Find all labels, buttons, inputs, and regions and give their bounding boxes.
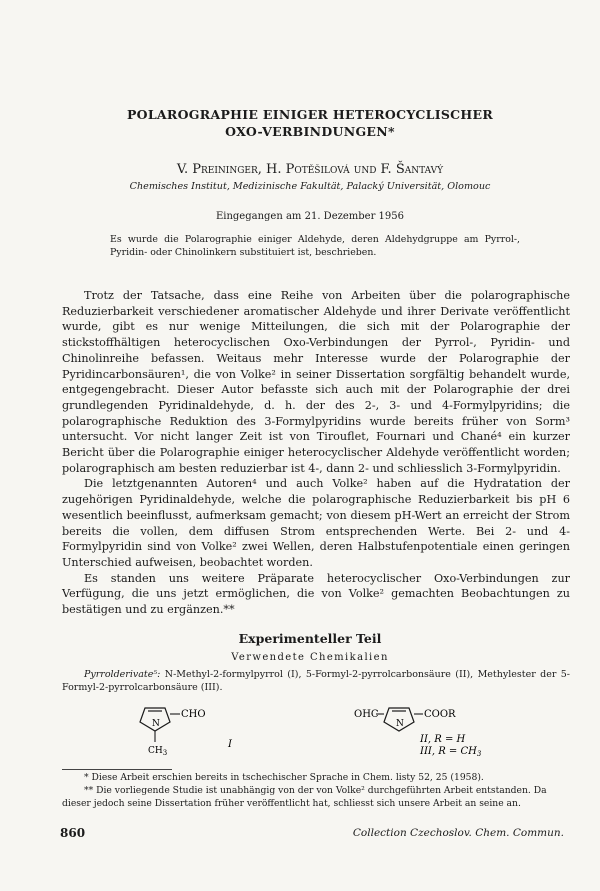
nitrogen-atom-I: N bbox=[152, 719, 160, 729]
subsection-title: Verwendete Chemikalien bbox=[231, 652, 389, 663]
footnote-divider bbox=[62, 769, 172, 770]
paper-abstract: Es wurde die Polarographie einiger Aldehyde, deren Aldehydgruppe am Pyrrol-, Pyridin- oder Chinolinkern substituiert ist, beschrieben. bbox=[110, 234, 520, 258]
structural-formulas bbox=[140, 698, 560, 758]
footnote-2: ** Die vorliegende Studie ist unabhängig von der von Volke² durchgeführten Arbeit entstanden. Da dieser jedoch seine Dissertation früher veröffentlicht hat, schliesst sich unsere Arbeit an seine an. bbox=[62, 785, 547, 809]
formula-I-methyl: $CH_3$ bbox=[148, 746, 168, 757]
formula-label-I: I bbox=[228, 739, 232, 750]
formula-label-II: II, R = H bbox=[420, 734, 466, 745]
formula-drawing bbox=[140, 698, 560, 758]
paper-title-line-1: POLAROGRAPHIE EINIGER HETEROCYCLISCHER bbox=[126, 107, 494, 122]
footnote-1: * Diese Arbeit erschien bereits in tschechischer Sprache in Chem. listy 52, 25 (1958). bbox=[84, 772, 484, 783]
received-date: Eingegangen am 21. Dezember 1956 bbox=[215, 211, 405, 222]
pyrrole-label: Pyrrolderivate⁵: bbox=[84, 669, 161, 680]
footnotes bbox=[62, 771, 570, 810]
formula-I-group: CHO bbox=[181, 709, 206, 720]
body-paragraph-2: Die letztgenannten Autoren⁴ und auch Volke² haben auf die Hydratation der zugehörigen Pyridinaldehyde, welche die polarographische Reduzierbarkeit bis pH 6 wesentlich beeinflusst, aufmerksam gemacht; von diesem pH-Wert an erreicht der Strom bereits die vollen, dem diffusen Strom entsprechenden Werte. Bei 2- und 4-Formylpyridin sind von Volke² zwei Wellen, deren Halbstufenpotentiale einen geringen Unterschied aufweisen, beobachtet worden. bbox=[62, 477, 570, 569]
nitrogen-atom-II: N bbox=[396, 719, 404, 729]
body-paragraph-3: Es standen uns weitere Präparate heterocyclischer Oxo-Verbindungen zur Verfügung, die uns jetzt ermöglichen, die von Volke² gemachten Beobachtungen zu bestätigen und zu ergänzen.** bbox=[62, 571, 570, 617]
pyrrole-derivatives bbox=[62, 668, 570, 694]
journal-name: Collection Czechoslov. Chem. Commun. bbox=[352, 827, 564, 839]
paper-body bbox=[62, 288, 570, 618]
formula-II-right-group: COOR bbox=[424, 709, 456, 720]
paper-authors: V. Preininger, H. Potěšilová und F. Šantavý bbox=[176, 162, 444, 177]
page-number: 860 bbox=[60, 826, 86, 840]
paper-title-line-2: OXO-VERBINDUNGEN* bbox=[225, 124, 395, 139]
paper-affiliation: Chemisches Institut, Medizinische Fakultät, Palacký Universität, Olomouc bbox=[129, 181, 491, 192]
body-paragraph-1: Trotz der Tatsache, dass eine Reihe von Arbeiten über die polarographische Reduzierbarkeit verschiedener aromatischer Aldehyde und ihrer Derivate veröffentlicht wurde, gibt es nur wenige Mitteilungen, die sich mit der Polarographie der stickstoffhältigen heterocyclischen Oxo-Verbindungen der Pyrrol-, Pyridin- und Chinolinreihe befassen. Weitaus mehr Interesse wurde der Polarographie der Pyridincarbonsäuren¹, die von Volke² in seiner Dissertation sorgfältig behandelt wurde, entgegengebracht. Dieser Autor befasste sich auch mit der Polarographie der drei grundlegenden Pyridinaldehyde, d. h. der des 2-, 3- und 4-Formylpyridins; die polarographische Reduktion des 3-Formylpyridins wurde bereits früher von Sorm³ untersucht. Vor nicht langer Zeit ist von Tirouflet, Fournari und Chané⁴ ein kurzer Bericht über die Polarographie einiger heterocyclischer Aldehyde veröffentlicht worden; polarographisch am besten reduzierbar ist 4-, dann 2- und schliesslich 3-Formylpyridin. bbox=[62, 289, 570, 475]
formula-II-left-group: OHC bbox=[354, 709, 379, 720]
pyrrole-description: N-Methyl-2-formylpyrrol (I), 5-Formyl-2-pyrrolcarbonsäure (II), Methylester der 5-Formyl-2-pyrrolcarbonsäure (III). bbox=[62, 669, 570, 693]
formula-label-III: III, $R = CH_3$ bbox=[420, 746, 482, 758]
section-title: Experimenteller Teil bbox=[238, 631, 382, 646]
